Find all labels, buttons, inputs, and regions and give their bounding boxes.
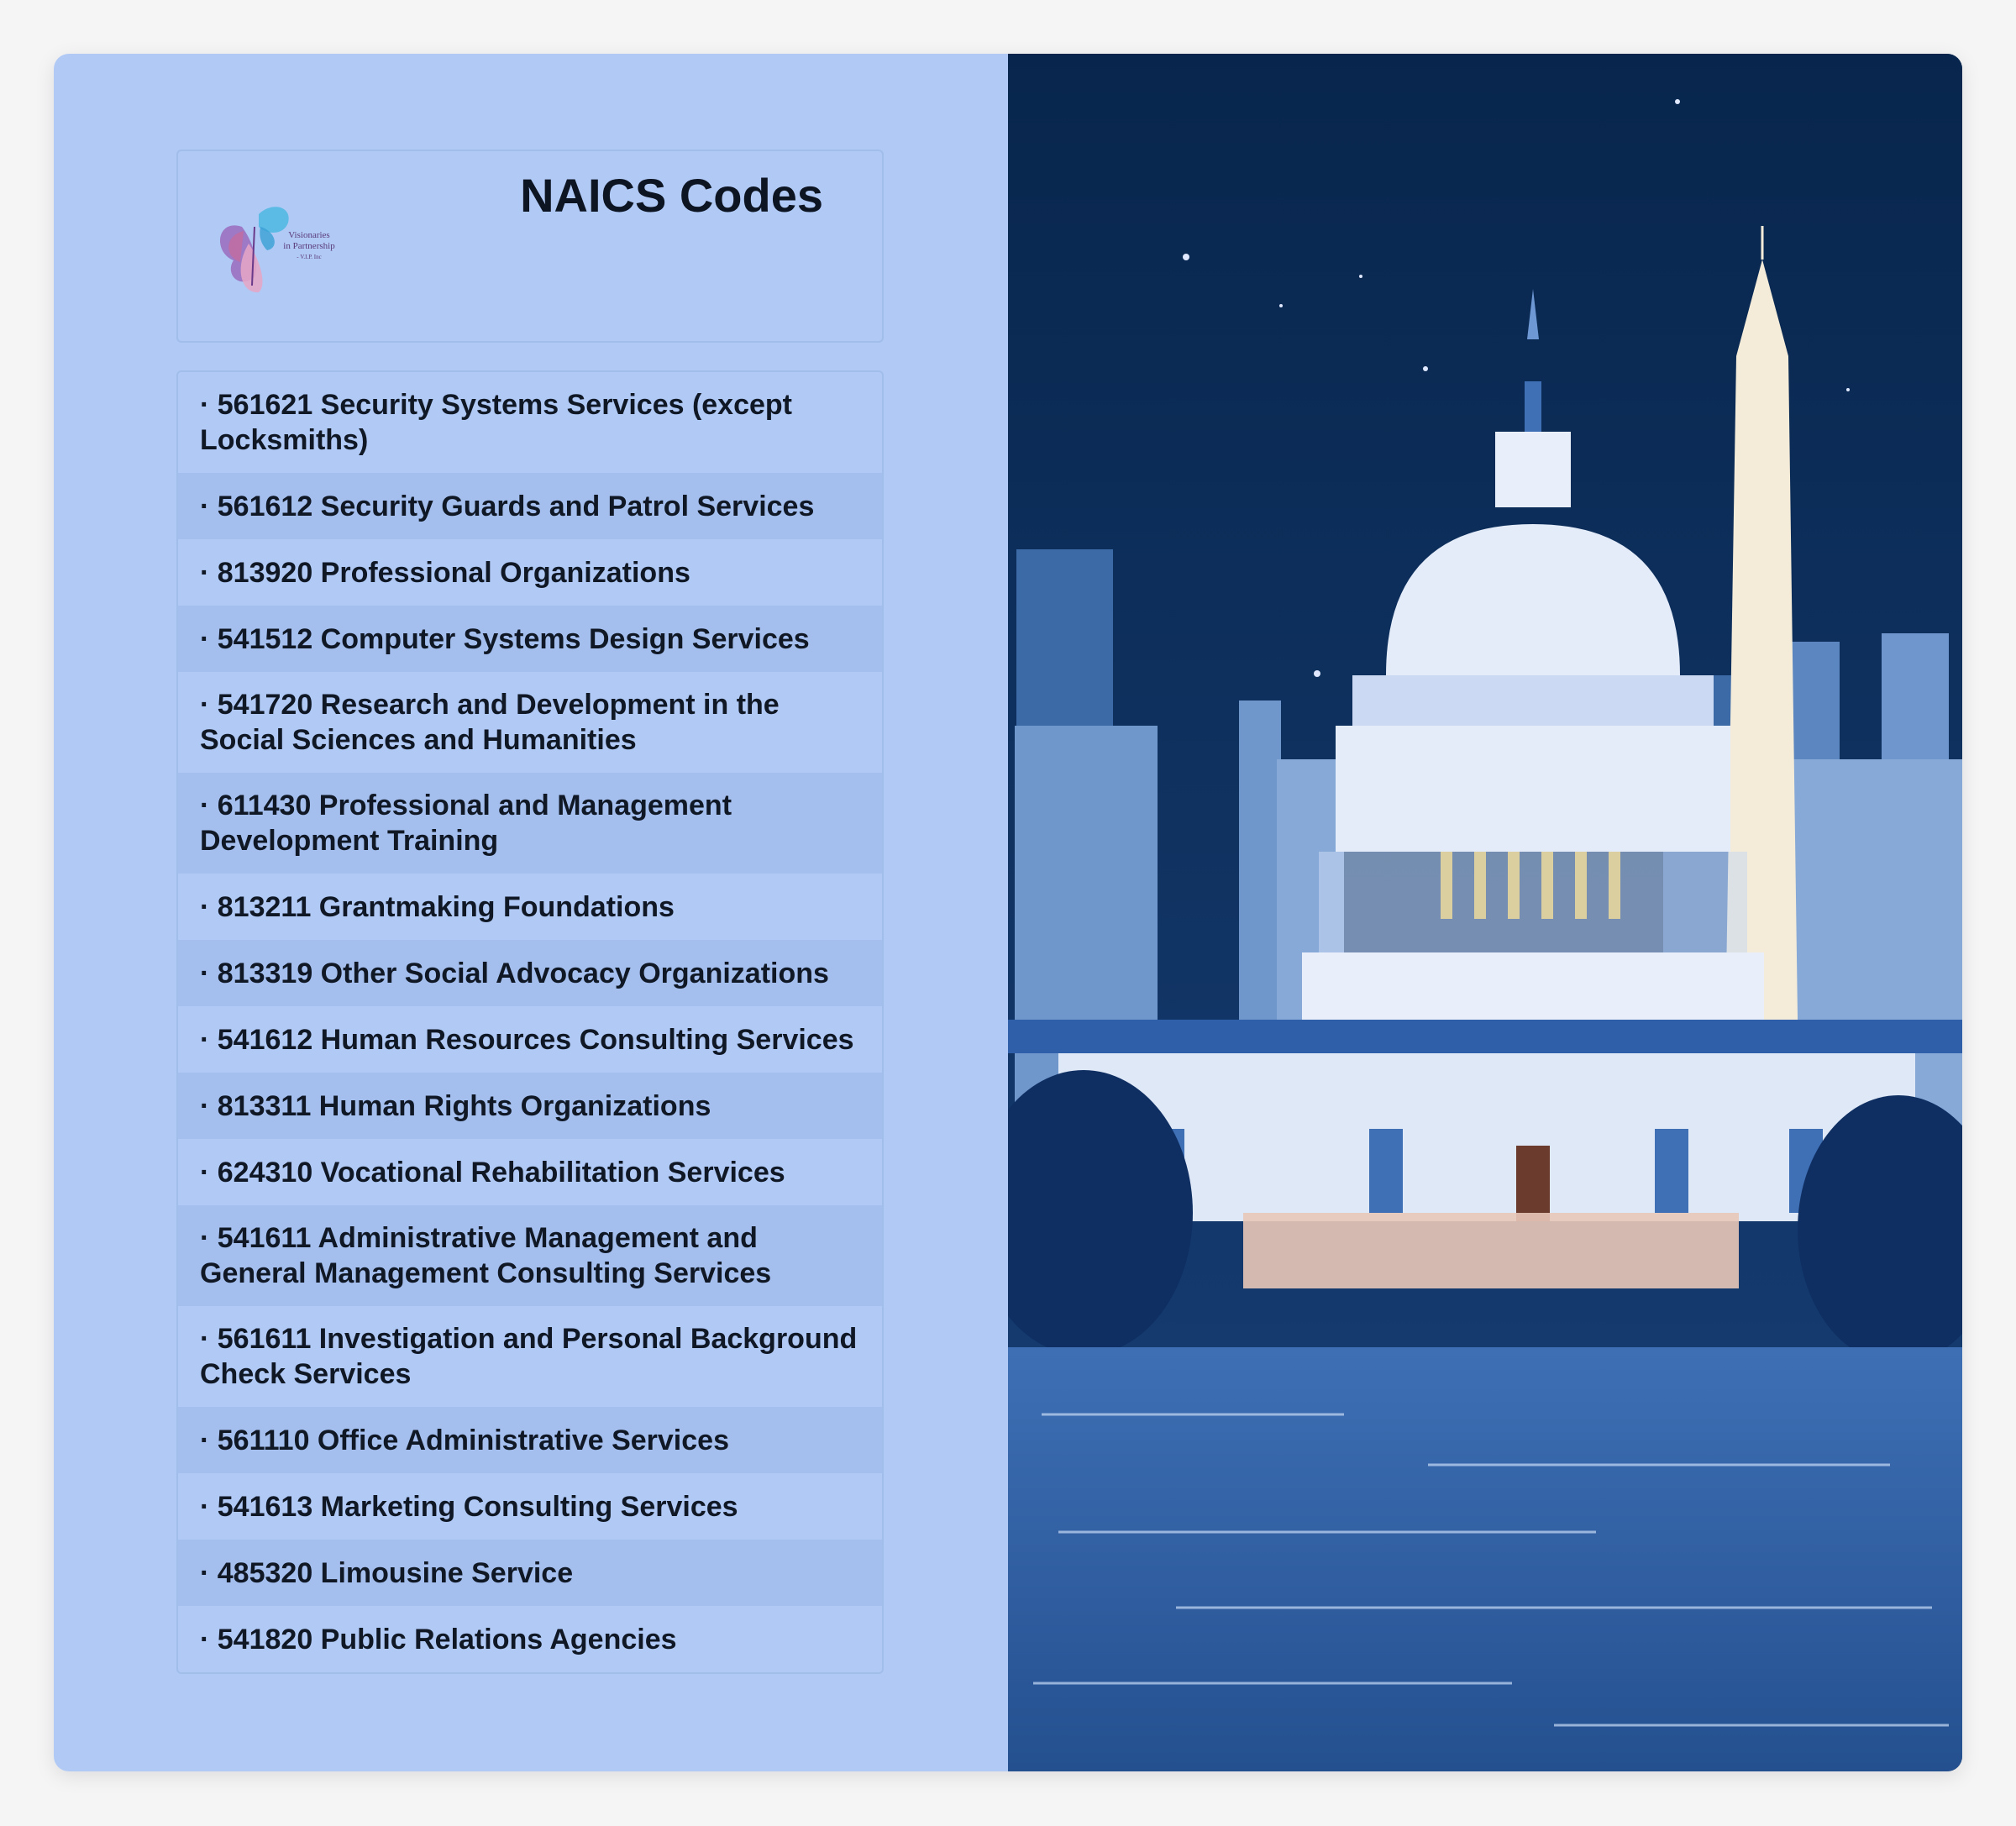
- naics-panel: [54, 54, 1008, 1771]
- header-box: [176, 150, 884, 343]
- naics-code-item: · 541720 Research and Development in the Social Sciences and Humanities: [178, 672, 882, 773]
- naics-code-item: · 561621 Security Systems Services (except Locksmiths): [178, 372, 882, 473]
- naics-code-item: · 541613 Marketing Consulting Services: [178, 1473, 882, 1540]
- logo-wordmark: Visionaries in Partnership - V.I.P. Inc: [283, 230, 335, 260]
- naics-code-item: · 485320 Limousine Service: [178, 1540, 882, 1606]
- washington-skyline-image: [1008, 54, 1962, 1771]
- naics-code-list: [176, 370, 884, 1674]
- naics-code-item: · 813920 Professional Organizations: [178, 539, 882, 606]
- naics-code-item: · 541512 Computer Systems Design Services: [178, 606, 882, 672]
- naics-code-item: · 813211 Grantmaking Foundations: [178, 874, 882, 940]
- naics-code-item: · 813319 Other Social Advocacy Organizations: [178, 940, 882, 1006]
- naics-code-item: · 611430 Professional and Management Development Training: [178, 773, 882, 874]
- naics-code-item: · 541612 Human Resources Consulting Services: [178, 1006, 882, 1073]
- naics-code-item: · 561611 Investigation and Personal Background Check Services: [178, 1306, 882, 1407]
- naics-code-item: · 561110 Office Administrative Services: [178, 1407, 882, 1473]
- reflecting-pool: [1008, 1347, 1962, 1771]
- naics-code-item: · 624310 Vocational Rehabilitation Services: [178, 1139, 882, 1205]
- naics-code-item: · 541820 Public Relations Agencies: [178, 1606, 882, 1672]
- naics-code-item: · 813311 Human Rights Organizations: [178, 1073, 882, 1139]
- naics-code-item: · 561612 Security Guards and Patrol Services: [178, 473, 882, 539]
- naics-card: [54, 54, 1962, 1771]
- capitol-illustration: [1008, 54, 1962, 1771]
- page-title: NAICS Codes: [520, 169, 823, 222]
- naics-code-item: · 541611 Administrative Management and General Management Consulting Services: [178, 1205, 882, 1306]
